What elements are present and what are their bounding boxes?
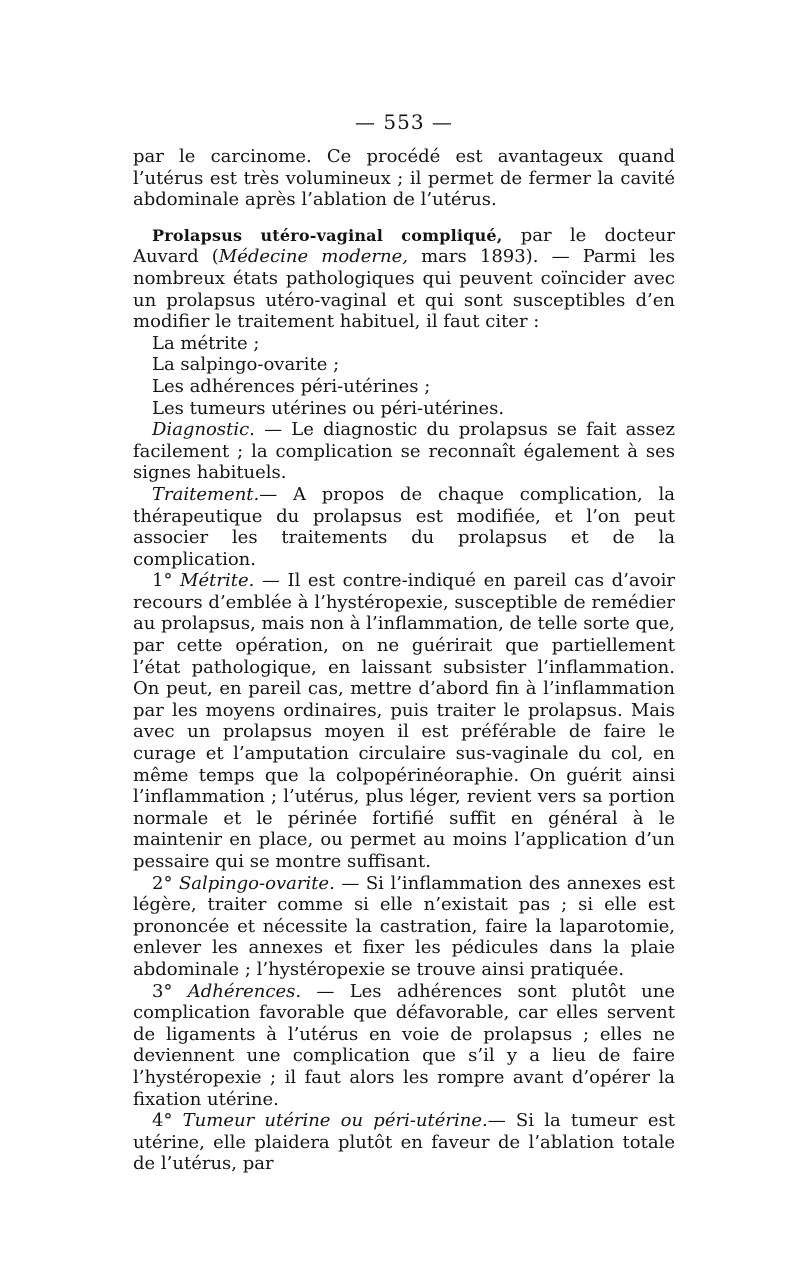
section-number: 1° xyxy=(152,570,181,592)
paragraph-metrite xyxy=(133,570,675,872)
section-text-metrite: — Il est contre-indiqué en pareil cas d’avoir recours d’emblée à l’hystéropexie, susceptible de remédier au prolapsus, mais non à l’inflammation, de telle sorte que, par cette opération, on ne guérirait que partiellement l’état pathologique, en laissant subsister l’inflammation. On peut, en pareil cas, mettre d’abord fin à l’inflammation par les moyens ordinaires, puis traiter le prolapsus. Mais avec un prolapsus moyen il est préférable de faire le curage et l’amputation circulaire sus-vaginale du col, en même temps que la colpopérinéoraphie. On guérit ainsi l’inflammation ; l’utérus, plus léger, revient vers sa portion normale et le périnée fortifié suffit en général à le maintenir en place, ou permet au moins l’application d’un pessaire qui se montre suffisant. xyxy=(133,570,675,872)
section-text-adherences: — Les adhérences sont plutôt une complication favorable que défavorable, car elles servent de ligaments à l’utérus en voie de prolapsus ; elles ne deviennent une complication que s’il y a lieu de faire l’hystéropexie ; il faut alors les rompre avant d’opérer la fixation utérine. xyxy=(133,980,675,1110)
list-item: Les adhérences péri-utérines ; xyxy=(152,375,431,397)
article-author: par le docteur Auvard ( xyxy=(133,224,675,268)
paragraph-diagnostic xyxy=(133,419,675,484)
paragraph-tumeur xyxy=(133,1110,675,1175)
section-label-tumeur: Tumeur utérine ou péri-utérine. xyxy=(182,1110,488,1132)
paragraph-salpingo-ovarite xyxy=(133,873,675,981)
body-text xyxy=(133,146,675,1175)
section-text-salpingo-ovarite: — Si l’inflammation des annexes est légère, traiter comme si elle n’existait pas ; si elle est prononcée et nécessite la castration, faire la laparotomie, enlever les annexes et fixer les pédicules dans la plaie abdominale ; l’hystéropexie se trouve ainsi pratiquée. xyxy=(133,872,675,980)
article-intro-text: mars 1893). — Parmi les nombreux états pathologiques qui peuvent coïncider avec un prolapsus utéro-vaginal et qui sont susceptibles d’en modifier le traitement habituel, il faut citer : xyxy=(133,246,675,333)
paragraph-prolapsus-intro xyxy=(133,225,675,333)
section-label-traitement: Traitement. xyxy=(152,483,260,505)
article-source: Médecine moderne, xyxy=(218,246,408,268)
section-text-diagnostic: — Le diagnostic du prolapsus se fait assez facilement ; la complication se reconnaît également à ses signes habituels. xyxy=(133,419,675,484)
section-text-traitement: — A propos de chaque complication, la thérapeutique du prolapsus est modifiée, et l’on peut associer les traitements du prolapsus et de la complication. xyxy=(133,483,675,570)
list-item: La métrite ; xyxy=(152,332,260,354)
section-label-adherences: Adhérences. xyxy=(187,980,302,1002)
paragraph-carcinome: par le carcinome. Ce procédé est avantageux quand l’utérus est très volumineux ; il permet de fermer la cavité abdominale après l’ablation de l’utérus. xyxy=(133,146,675,211)
document-page xyxy=(133,110,675,1175)
list-item: Les tumeurs utérines ou péri-utérines. xyxy=(152,397,505,419)
section-number: 4° xyxy=(152,1110,183,1132)
section-text-tumeur: — Si la tumeur est utérine, elle plaidera plutôt en faveur de l’ablation totale de l’utérus, par xyxy=(133,1110,675,1175)
section-label-diagnostic: Diagnostic. xyxy=(152,419,255,441)
paragraph-gap xyxy=(133,211,675,225)
paragraph-traitement xyxy=(133,484,675,570)
section-label-salpingo-ovarite: Salpingo-ovarite. xyxy=(178,872,335,894)
article-title: Prolapsus utéro-vaginal compliqué, xyxy=(152,225,503,245)
section-number: 3° xyxy=(152,980,188,1002)
section-number: 2° xyxy=(152,872,179,894)
paragraph-adherences xyxy=(133,981,675,1111)
list-item: La salpingo-ovarite ; xyxy=(152,354,340,376)
page-number: — 553 — xyxy=(355,110,453,134)
section-label-metrite: Métrite. xyxy=(180,570,255,592)
